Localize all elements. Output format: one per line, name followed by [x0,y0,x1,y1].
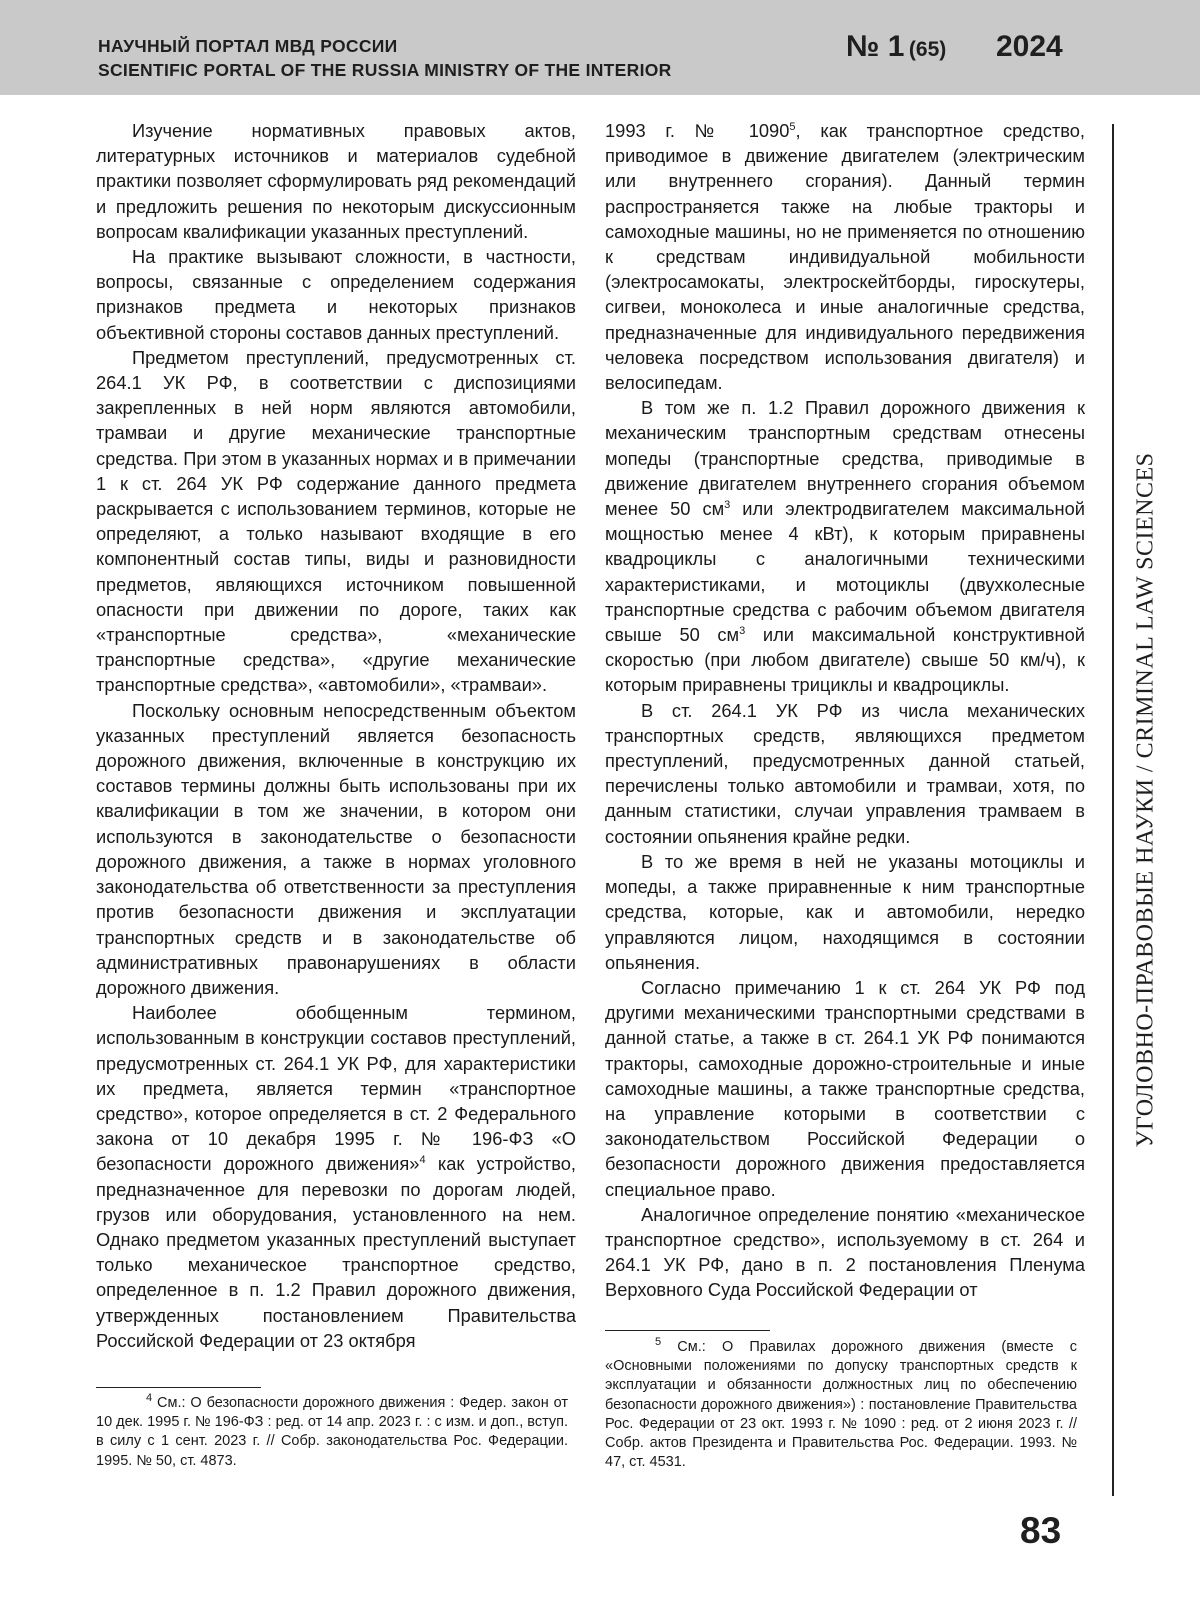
paragraph: На практике вызывают сложности, в частности, вопросы, связанные с определением содержания признаков предмета и некоторых признаков объективной стороны составов данных преступлений. [96,246,576,343]
paragraph-text: как устройство, предназначенное для перевозки по дорогам людей, грузов или оборудования, установленного на нем. Однако предметом указанных преступлений выступает только механическое транспортное средство, определенное в п. 1.2 Правил дорожного движения, утвержденных постановлением Правительства Российской Федерации от 23 октября [96,1153,576,1351]
superscript: 3 [724,498,731,511]
paragraph [96,1000,576,1353]
right-column [605,118,1085,1303]
page-number: 83 [1020,1510,1062,1551]
section-label: УГОЛОВНО-ПРАВОВЫЕ НАУКИ / CRIMINAL LAW SCIENCES [1132,452,1159,1148]
paragraph-text: Наиболее обобщенным термином, использованным в конструкции составов преступлений, предусмотренных ст. 264.1 УК РФ, для характеристики их предмета, является термин «транспортное средство», которое определяется в ст. 2 Федерального закона от 10 декабря 1995 г. № 196-ФЗ «О безопасности дорожного движения» [96,1002,576,1175]
paragraph: В ст. 264.1 УК РФ из числа механических транспортных средств, являющихся предметом преступлений, предусмотренных данной статьей, перечислены только автомобили и трамваи, хотя, по данным статистики, случаи управления трамваем в состоянии опьянения крайне редки. [605,699,1085,847]
margin-rule [1112,124,1114,1496]
footnote-text: См.: О Правилах дорожного движения (вместе с «Основными положениями по допуску транспортных средств к эксплуатации и обязанности должностных лиц по обеспечению безопасности дорожного движения») : постановление Правительства Рос. Федерации от 23 окт. 1993 г. № 1090 : ред. от 2 июня 2023 г. // Собр. актов Президента и Правительства Рос. Федерации. 1993. № 47, ст. 4531. [605,1339,1077,1471]
paragraph-text: или электродвигателем максимальной мощностью менее 4 кВт), к которым приравнены квадроциклы с аналогичными техническими характеристиками, и мотоциклы (двухколесные транспортные средства с рабочим объемом двигателя свыше 50 см [605,498,1085,646]
paragraph-text: 1993 г. № 1090 [605,120,790,141]
footnote-divider [96,1387,261,1388]
issue-number: № 1 [846,30,905,63]
paragraph: В то же время в ней не указаны мотоциклы и мопеды, а также приравненные к ним транспортные средства, которые, как и автомобили, нередко управляются лицом, находящимся в состоянии опьянения. [605,850,1085,973]
footnote-number: 5 [655,1336,662,1349]
paragraph: Предметом преступлений, предусмотренных ст. 264.1 УК РФ, в соответствии с диспозициями закрепленных в ней норм являются автомобили, трамваи и другие механические транспортные средства. При этом в указанных нормах и в примечании 1 к ст. 264 УК РФ содержание данного предмета раскрывается с использованием терминов, которые не определяют, а только называют входящие в его компонентный состав типы, виды и разновидности предметов, являющихся источником повышенной опасности при движении по дороге, таких как «транспортные средства», «механические транспортные средства», «другие механические транспортные средства», «автомобили», «трамваи». [96,346,576,696]
paragraph [605,118,1085,395]
paragraph-text: , как транспортное средство, приводимое в движение двигателем (электрическим или внутреннего сгорания). Данный термин распространяется также на любые тракторы и самоходные машины, но не применяется по отношению к средствам индивидуальной мобильности (электросамокаты, электроскейтборды, гироскутеры, сигвеи, моноколеса и иные аналогичные средства, предназначенные для индивидуального передвижения человека посредством использования двигателя) и велосипедам. [605,120,1085,394]
paragraph: Изучение нормативных правовых актов, литературных источников и материалов судебной практики позволяет сформулировать ряд рекомендаций и предложить решения по некоторым дискуссионным вопросам квалификации указанных преступлений. [96,120,576,242]
journal-title-en: SCIENTIFIC PORTAL OF THE RUSSIA MINISTRY OF THE INTERIOR [98,60,672,80]
paragraph: Согласно примечанию 1 к ст. 264 УК РФ под другими механическими транспортными средствами в данной статье, а также в ст. 264.1 УК РФ понимаются тракторы, самоходные дорожно-строительные и иные самоходные машины, а также транспортные средства, на управление которыми в соответствии с законодательством Российской Федерации о безопасности дорожного движения предоставляется специальное право. [605,976,1085,1200]
journal-title-ru: НАУЧНЫЙ ПОРТАЛ МВД РОССИИ [98,36,398,56]
footnote-ref[interactable]: 5 [789,120,796,133]
paragraph: Поскольку основным непосредственным объектом указанных преступлений является безопасность дорожного движения, включенные в конструкцию их составов термины должны быть использованы при их квалификации в том же значении, в котором они используются в законодательстве о безопасности дорожного движения, а также в нормах уголовного законодательства об ответственности за преступления против безопасности движения и эксплуатации транспортных средств и в законодательстве об административных правонарушениях в области дорожного движения. [96,699,576,998]
superscript: 3 [739,624,746,637]
footnote-divider [605,1330,770,1331]
footnote-text: См.: О безопасности дорожного движения : Федер. закон от 10 дек. 1995 г. № 196-ФЗ : ред. от 14 апр. 2023 г. : с изм. и доп., вступ. в силу с 1 сент. 2023 г. // Собр. законодательства Рос. Федерации. 1995. № 50, ст. 4873. [96,1395,568,1469]
footnote-5 [605,1338,1077,1472]
footnote-ref[interactable]: 4 [419,1154,426,1167]
issue-label [846,30,946,64]
issue-year: 2024 [996,30,1063,63]
issue-total: (65) [908,38,947,61]
paragraph [605,395,1085,697]
left-column [96,118,576,1353]
paragraph-text: В том же п. 1.2 Правил дорожного движения к механическим транспортным средствам отнесены мопеды (транспортные средства, приводимые в движение двигателем внутреннего сгорания объемом менее 50 см [605,397,1085,520]
footnote-number: 4 [146,1392,153,1405]
paragraph-text: или максимальной конструктивной скоростью (при любом двигателе) свыше 50 км/ч), к которым приравнены трициклы и квадроциклы. [605,624,1085,696]
paragraph: Аналогичное определение понятию «механическое транспортное средство», используемому в ст. 264 и 264.1 УК РФ, дано в п. 2 постановления Пленума Верховного Суда Российской Федерации от [605,1203,1085,1301]
footnote-4 [96,1394,568,1471]
